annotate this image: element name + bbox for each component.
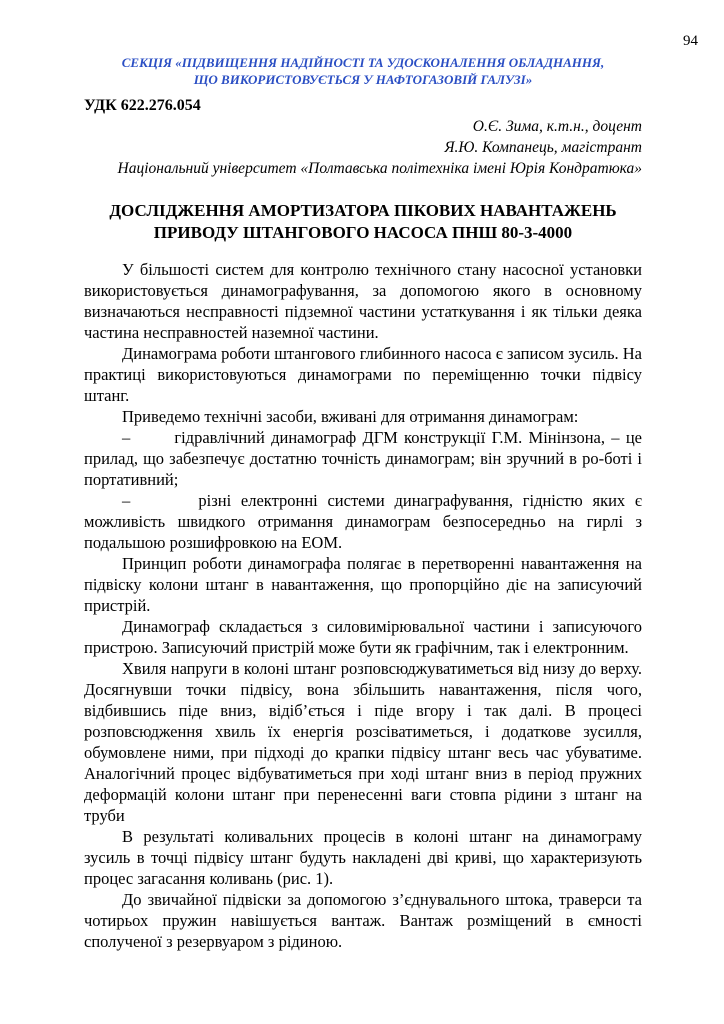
author-line: О.Є. Зима, к.т.н., доцент <box>472 118 642 135</box>
page-number: 94 <box>683 33 698 49</box>
paragraph: В результаті коливальних процесів в колоні штанг на динамограму зусиль в точці підвісу штанг будуть накладені дві криві, що характеризують процес загасання коливань (рис. 1). <box>84 827 642 888</box>
affiliation-line: Національний університет «Полтавська політехніка імені Юрія Кондратюка» <box>117 160 642 177</box>
body-text <box>84 259 642 952</box>
paper-title-line-2: ПРИВОДУ ШТАНГОВОГО НАСОСА ПНШ 80-3-4000 <box>153 223 573 242</box>
paragraph: Хвиля напруги в колоні штанг розповсюджуватиметься від низу до верху. Досягнувши точки підвісу, вона збільшить навантаження, після чого, відбившись піде вниз, відіб’ється і піде вгору і так далі. В процесі розповсюдження хвиль їх енергія розсіватиметься, і додаткове зусилля, обумовлене ними, при підході до крапки підвісу штанг весь час убуватиме. Аналогічний процес відбуватиметься при ході штанг вниз в період пружних деформацій колони штанг при перенесенні ваги стовпа рідини з штанг на труби <box>84 659 642 825</box>
paragraph: У більшості систем для контролю технічного стану насосної установки використовується динамографування, за допомогою якого в основному визначаються несправності підземної частини устаткування і як тільки деяка частина несправностей наземної частини. <box>84 260 642 342</box>
author-line: Я.Ю. Компанець, магістрант <box>444 139 642 156</box>
list-item-paragraph: – різні електронні системи динаграфування, гідністю яких є можливість швидкого отримання динамограм безпосередньо на гирлі з подальшою розшифровкою на ЕОМ. <box>84 491 642 552</box>
paragraph: Динамограф складається з силовимірювальної частини і записуючого пристрою. Записуючий пристрій може бути як графічним, так і електронним. <box>84 617 642 657</box>
authors-block <box>84 116 642 179</box>
udk-code: УДК 622.276.054 <box>84 97 201 114</box>
paper-title-line-1: ДОСЛІДЖЕННЯ АМОРТИЗАТОРА ПІКОВИХ НАВАНТАЖЕНЬ <box>109 201 617 220</box>
paragraph: До звичайної підвіски за допомогою з’єднувального штока, траверси та чотирьох пружин навішується вантаж. Вантаж розміщений в ємності сполученої з резервуаром з рідиною. <box>84 890 642 951</box>
paragraph: Принцип роботи динамографа полягає в перетворенні навантаження на підвіску колони штанг в навантаження, що пропорційно діє на записуючий пристрій. <box>84 554 642 615</box>
list-item-paragraph: – гідравлічний динамограф ДГМ конструкції Г.М. Мінінзона, – це прилад, що забезпечує достатню точність динамограм; він зручний в ро-боті і портативний; <box>84 428 642 489</box>
section-header <box>84 54 642 88</box>
paragraph: Приведемо технічні засоби, вживані для отримання динамограм: <box>122 407 579 426</box>
section-header-line-1: СЕКЦІЯ «ПІДВИЩЕННЯ НАДІЙНОСТІ ТА УДОСКОНАЛЕННЯ ОБЛАДНАННЯ, <box>121 55 605 70</box>
section-header-line-2: ЩО ВИКОРИСТОВУЄТЬСЯ У НАФТОГАЗОВІЙ ГАЛУЗІ» <box>193 72 533 87</box>
paragraph: Динамограма роботи штангового глибинного насоса є записом зусиль. На практиці використовуються динамограми по переміщенню точки підвісу штанг. <box>84 344 642 405</box>
paper-title <box>84 200 642 244</box>
